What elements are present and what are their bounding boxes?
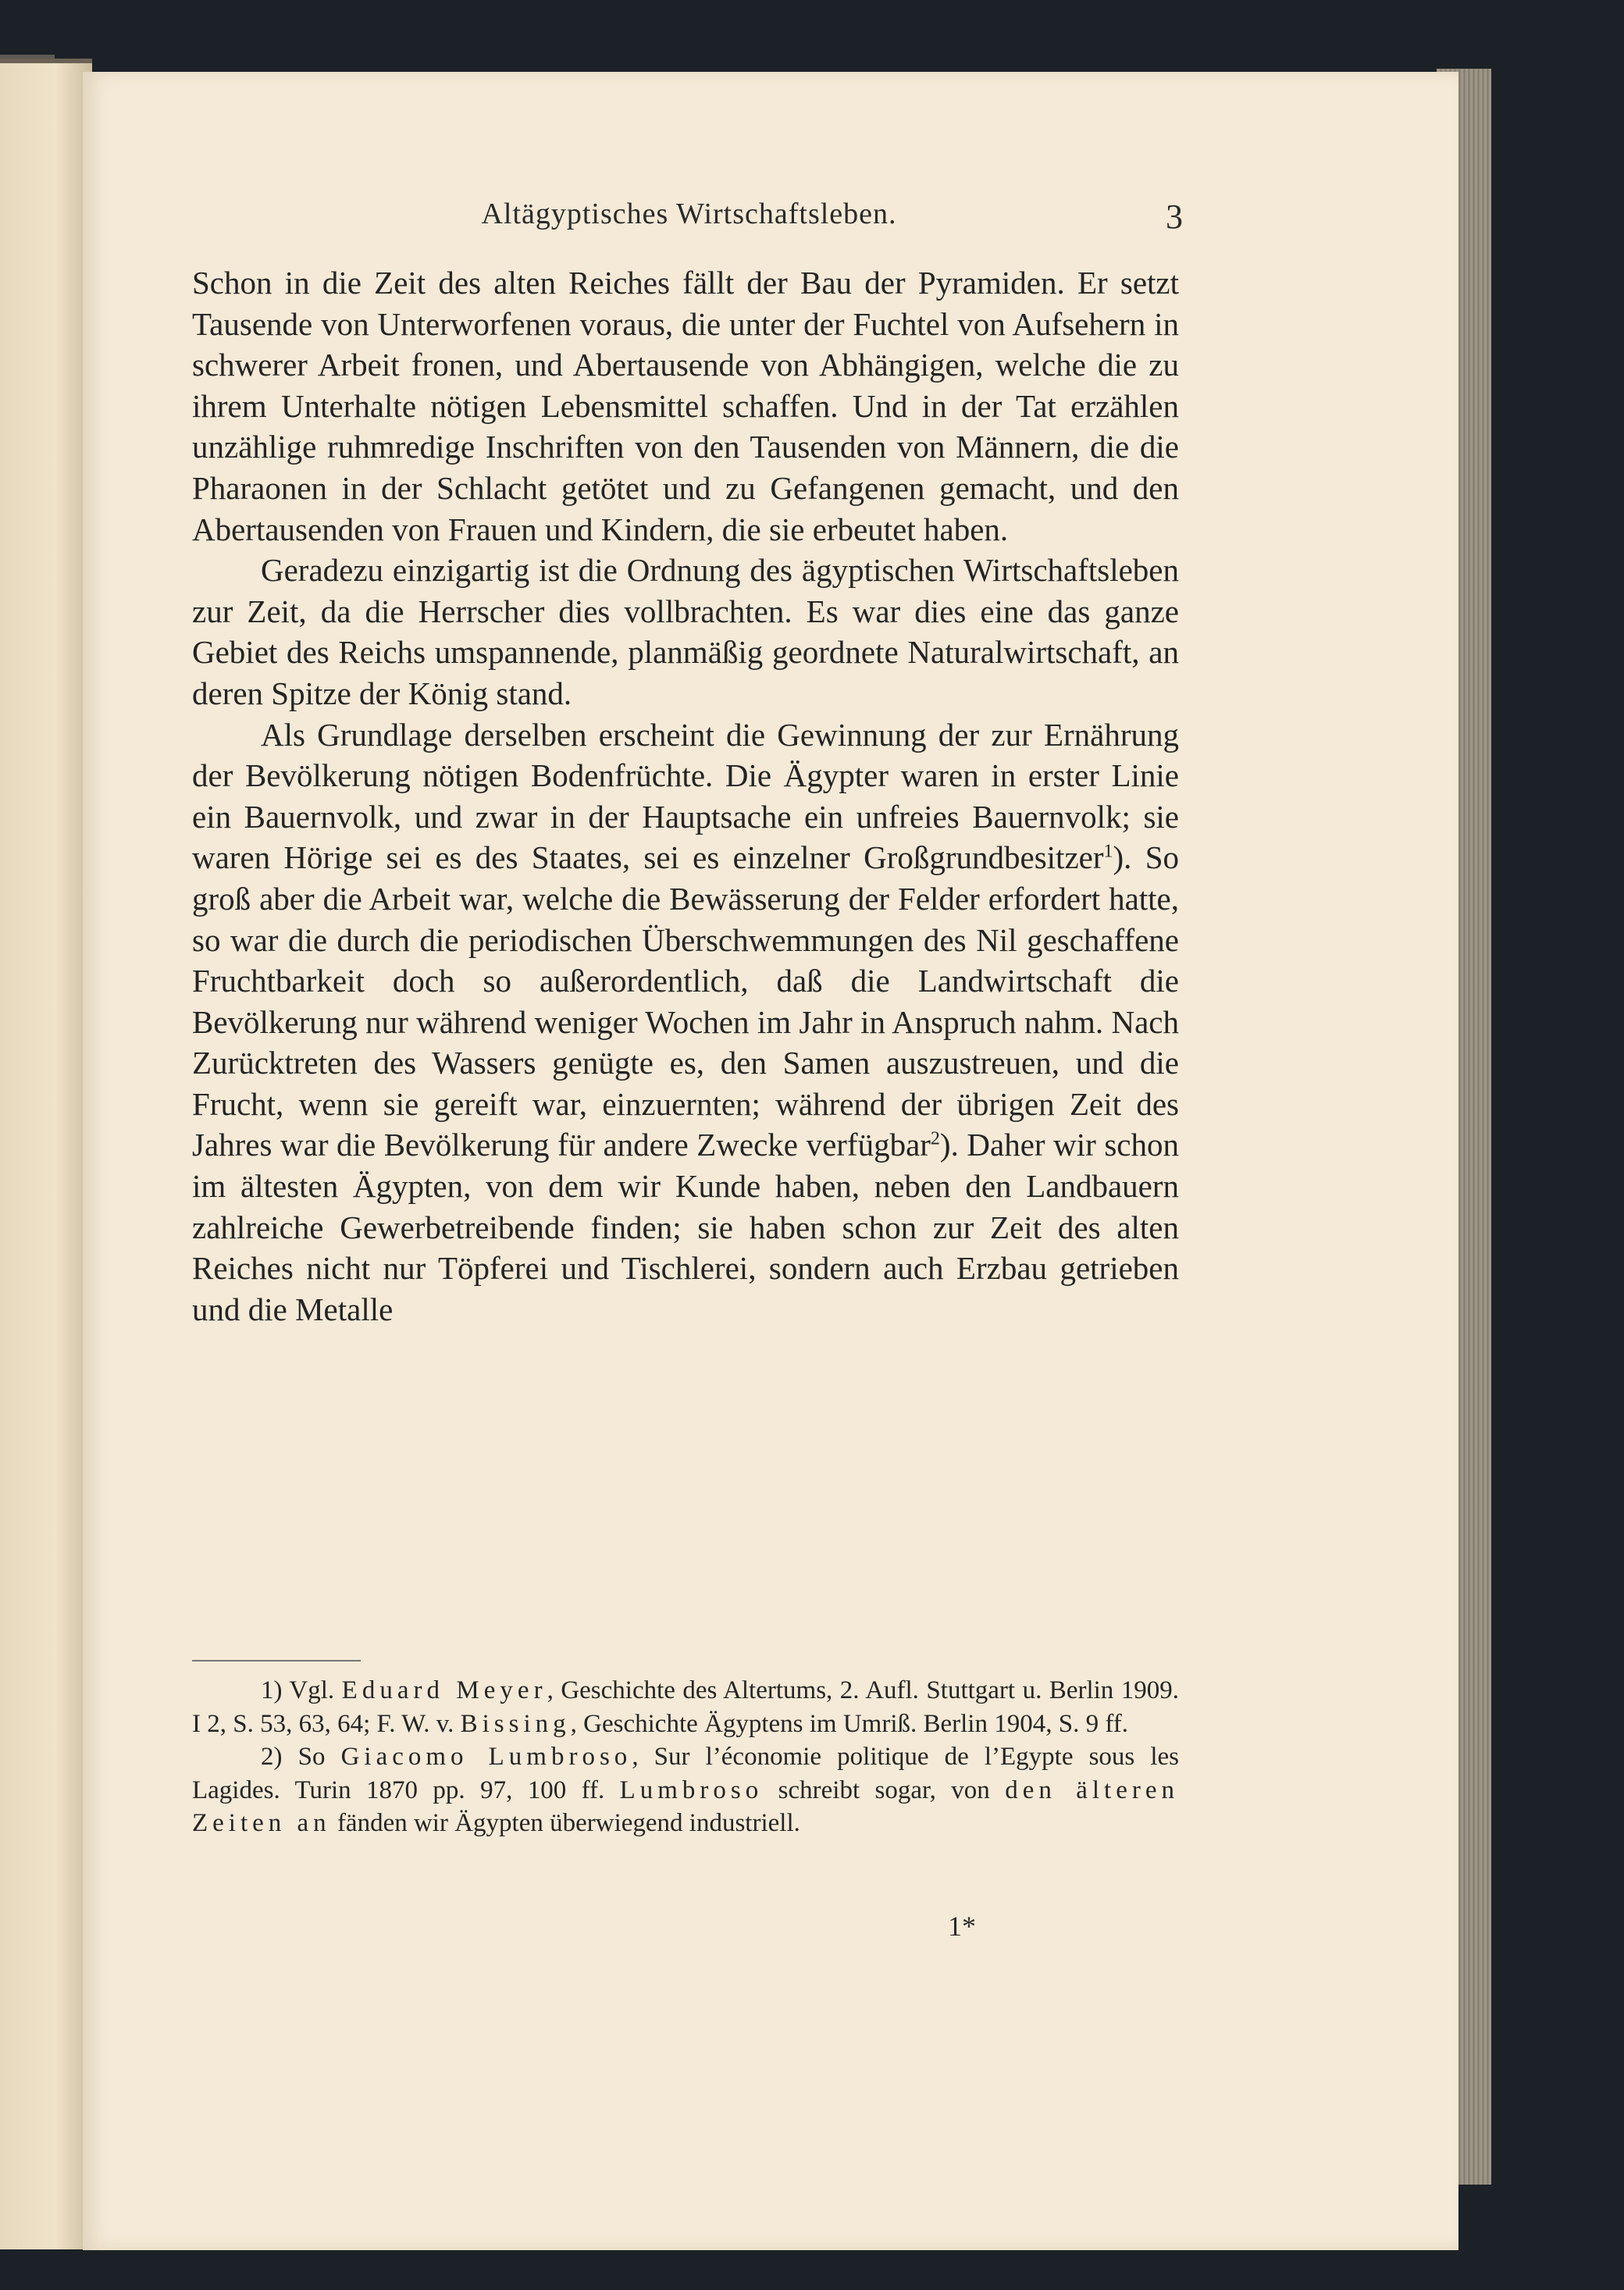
- footnote-1-author: Eduard Meyer: [341, 1676, 547, 1704]
- footnote-ref-2: 2: [930, 1128, 940, 1149]
- footnote-ref-1: 1: [1103, 841, 1113, 862]
- footnote-2-pre: So: [297, 1743, 326, 1772]
- page-number: 3: [1166, 198, 1183, 236]
- paragraph-3-part-3: ). Daher wir schon im ältesten Ägypten, von dem wir Kunde haben, neben den Landbauern zahlreiche Gewerbetreibende finden; sie haben schon zur Zeit des alten Reiches nicht nur Töpferei und Tischlerei, sondern auch Erzbau getrieben und die Metalle: [192, 1127, 1179, 1327]
- footnote-1: [192, 1674, 1179, 1740]
- footnote-rule: [192, 1660, 361, 1661]
- footnote-2-emphasis: den älteren Zeiten an: [192, 1775, 1180, 1838]
- paragraph-3-part-1: Als Grundlage derselben erscheint die Gewinnung der zur Ernährung der Bevölkerung nötigen Bodenfrüchte. Die Ägypter waren in erster Linie ein Bauernvolk, und zwar in der Hauptsache ein unfreies Bauernvolk; sie waren Hörige sei es des Staates, sei es einzelner Großgrundbesitzer: [192, 716, 1179, 876]
- footnote-1-mid: , Geschichte des Altertums, 2. Aufl. Stuttgart u. Berlin 1909. I 2, S. 53, 63, 64; F. W. v.: [192, 1676, 1180, 1738]
- page-header: [187, 197, 1191, 244]
- footnote-2-author: Giacomo Lumbroso: [340, 1743, 632, 1772]
- left-page-edge: [0, 59, 92, 2249]
- footnote-2-post: fänden wir Ägypten überwiegend industriell.: [337, 1809, 800, 1838]
- footnote-2-number: 2): [261, 1743, 283, 1772]
- signature-mark: 1*: [948, 1911, 976, 1942]
- paragraph-2: Geradezu einzigartig ist die Ordnung des ägyptischen Wirtschaftsleben zur Zeit, da die Herrscher dies vollbrachten. Es war dies eine das ganze Gebiet des Reichs umspannende, planmäßig geordnete Naturalwirtschaft, an deren Spitze der König stand.: [192, 552, 1179, 711]
- paragraph-3: [192, 714, 1179, 1330]
- running-title: Altägyptisches Wirtschaftsleben.: [481, 198, 897, 230]
- footnote-1-pre: Vgl.: [289, 1676, 335, 1704]
- footnote-1-author-2: Bissing: [460, 1709, 571, 1738]
- footnote-2-author-2: Lumbroso: [619, 1775, 764, 1804]
- footnote-2-mid-2: schreibt sogar, von: [778, 1775, 990, 1804]
- paragraph-1: Schon in die Zeit des alten Reiches fällt der Bau der Pyramiden. Er setzt Tausende von Unterworfenen voraus, die unter der Fuchtel von Aufsehern in schwerer Arbeit fronen, und Abertausende von Abhängigen, welche die zu ihrem Unterhalte nötigen Lebensmittel schaffen. Und in der Tat erzählen unzählige ruhmredige Inschriften von den Tausenden von Männern, die die Pharaonen in der Schlacht getötet und zu Gefangenen gemacht, und den Abertausenden von Frauen und Kindern, die sie erbeutet haben.: [192, 265, 1179, 547]
- footnote-2-mid: , Sur l’économie politique de l’Egypte sous les Lagides. Turin 1870 pp. 97, 100 ff.: [192, 1743, 1180, 1804]
- body-text: [192, 262, 1179, 1330]
- footnote-1-post: , Geschichte Ägyptens im Umriß. Berlin 1904, S. 9 ff.: [570, 1709, 1128, 1738]
- footnote-1-number: 1): [261, 1676, 283, 1704]
- paragraph-3-part-2: ). So groß aber die Arbeit war, welche die Bewässerung der Felder erfordert hatte, so war die durch die periodischen Überschwemmungen des Nil geschaffene Fruchtbarkeit doch so außerordentlich, daß die Landwirtschaft die Bevölkerung nur während weniger Wochen im Jahr in Anspruch nahm. Nach Zurücktreten des Wassers genügte es, den Samen auszustreuen, und die Frucht, wenn sie gereift war, einzuernten; während der übrigen Zeit des Jahres war die Bevölkerung für andere Zwecke verfügbar: [192, 839, 1179, 1163]
- footnotes: [192, 1674, 1179, 1840]
- footnote-2: [192, 1740, 1179, 1840]
